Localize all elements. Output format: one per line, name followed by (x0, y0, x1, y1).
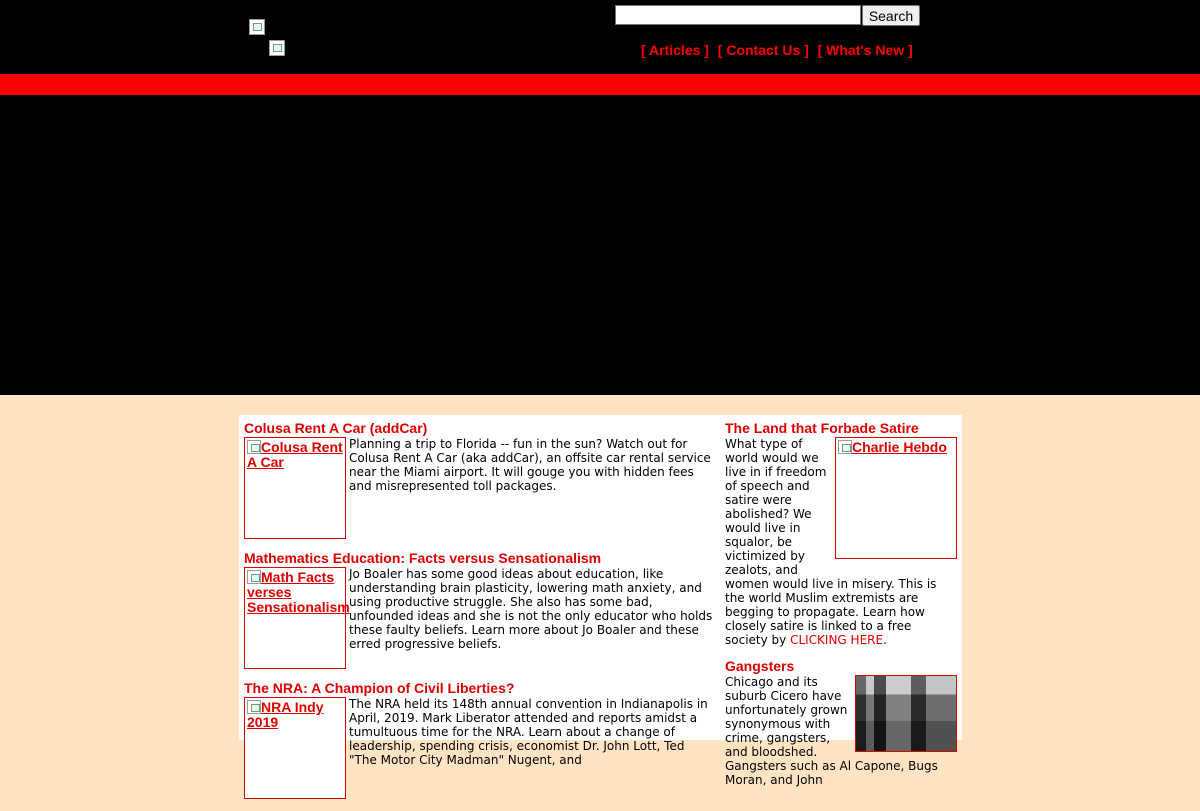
broken-image-icon (247, 700, 261, 714)
logo-image-icon[interactable] (249, 19, 265, 35)
red-divider-bar (0, 74, 1200, 95)
article-thumbnail[interactable] (835, 437, 957, 559)
search-input[interactable] (615, 5, 861, 25)
article-body: The NRA held its 148th annual convention in Indianapolis in April, 2019. Mark Liberator attended and reports amidst a tumultuous time for the NRA. Learn about a change of leadership, spending crisis, economist Dr. John Lott, Ted "The Motor City Madman" Nugent, and (349, 697, 708, 767)
article-thumbnail[interactable] (244, 437, 346, 539)
site-header (0, 0, 1200, 74)
article-colusa (244, 421, 714, 539)
top-nav (641, 42, 918, 58)
thumbnail-alt: Colusa Rent A Car (247, 439, 343, 470)
article-satire (725, 421, 957, 647)
left-column (244, 421, 714, 811)
nav-whats-new[interactable]: [ What's New ] (817, 42, 913, 58)
main-content (239, 415, 962, 787)
article-title[interactable]: Mathematics Education: Facts versus Sensationalism (244, 550, 602, 566)
broken-image-icon (247, 570, 261, 584)
article-gangsters (725, 659, 957, 787)
article-body: Jo Boaler has some good ideas about education, like understanding brain plasticity, lowering math anxiety, and using productive struggle. She also has some bad, unfounded ideas and she is not the only educator who holds these faulty beliefs. Learn more about Jo Boaler and these erred progressive beliefs. (349, 567, 713, 651)
thumbnail-alt: NRA Indy 2019 (247, 699, 324, 730)
tagline-image-icon (269, 40, 285, 56)
article-math-education (244, 551, 714, 669)
article-body: Chicago and its suburb Cicero have unfortunately grown synonymous with crime, gangsters, and bloodshed. Gangsters such as Al Capone, Bugs Moran, and John (725, 675, 938, 787)
clicking-here-link[interactable]: CLICKING HERE (790, 633, 884, 647)
search-button[interactable]: Search (862, 5, 920, 26)
article-thumbnail[interactable] (244, 567, 350, 669)
nav-contact-us[interactable]: [ Contact Us ] (717, 42, 809, 58)
chicago-street-photo (856, 676, 956, 751)
article-body-text: What type of world would we live in if freedom of speech and satire were abolished? We would live in squalor, be victimized by zealots, and women would live in misery. This is the world Muslim extremists are begging to propagate. Learn how closely satire is linked to a free society by (725, 437, 937, 647)
broken-image-icon (838, 440, 852, 454)
article-title[interactable]: Colusa Rent A Car (addCar) (244, 420, 428, 436)
article-thumbnail[interactable] (855, 675, 957, 752)
article-title[interactable]: The Land that Forbade Satire (725, 420, 919, 436)
broken-image-icon (247, 440, 261, 454)
right-column (725, 421, 957, 799)
banner-area (0, 95, 1200, 395)
article-body-end: . (883, 633, 887, 647)
article-nra (244, 681, 714, 799)
article-body: Planning a trip to Florida -- fun in the sun? Watch out for Colusa Rent A Car (aka addCar), an offsite car rental service near the Miami airport. It will gouge you with hidden fees and misrepresented toll packages. (349, 437, 711, 493)
article-title[interactable]: Gangsters (725, 658, 795, 674)
article-title[interactable]: The NRA: A Champion of Civil Liberties? (244, 680, 515, 696)
nav-articles[interactable]: [ Articles ] (641, 42, 709, 58)
article-thumbnail[interactable] (244, 697, 346, 799)
thumbnail-alt: Charlie Hebdo (852, 439, 947, 455)
thumbnail-alt: Math Facts verses Sensationalism (247, 569, 350, 615)
